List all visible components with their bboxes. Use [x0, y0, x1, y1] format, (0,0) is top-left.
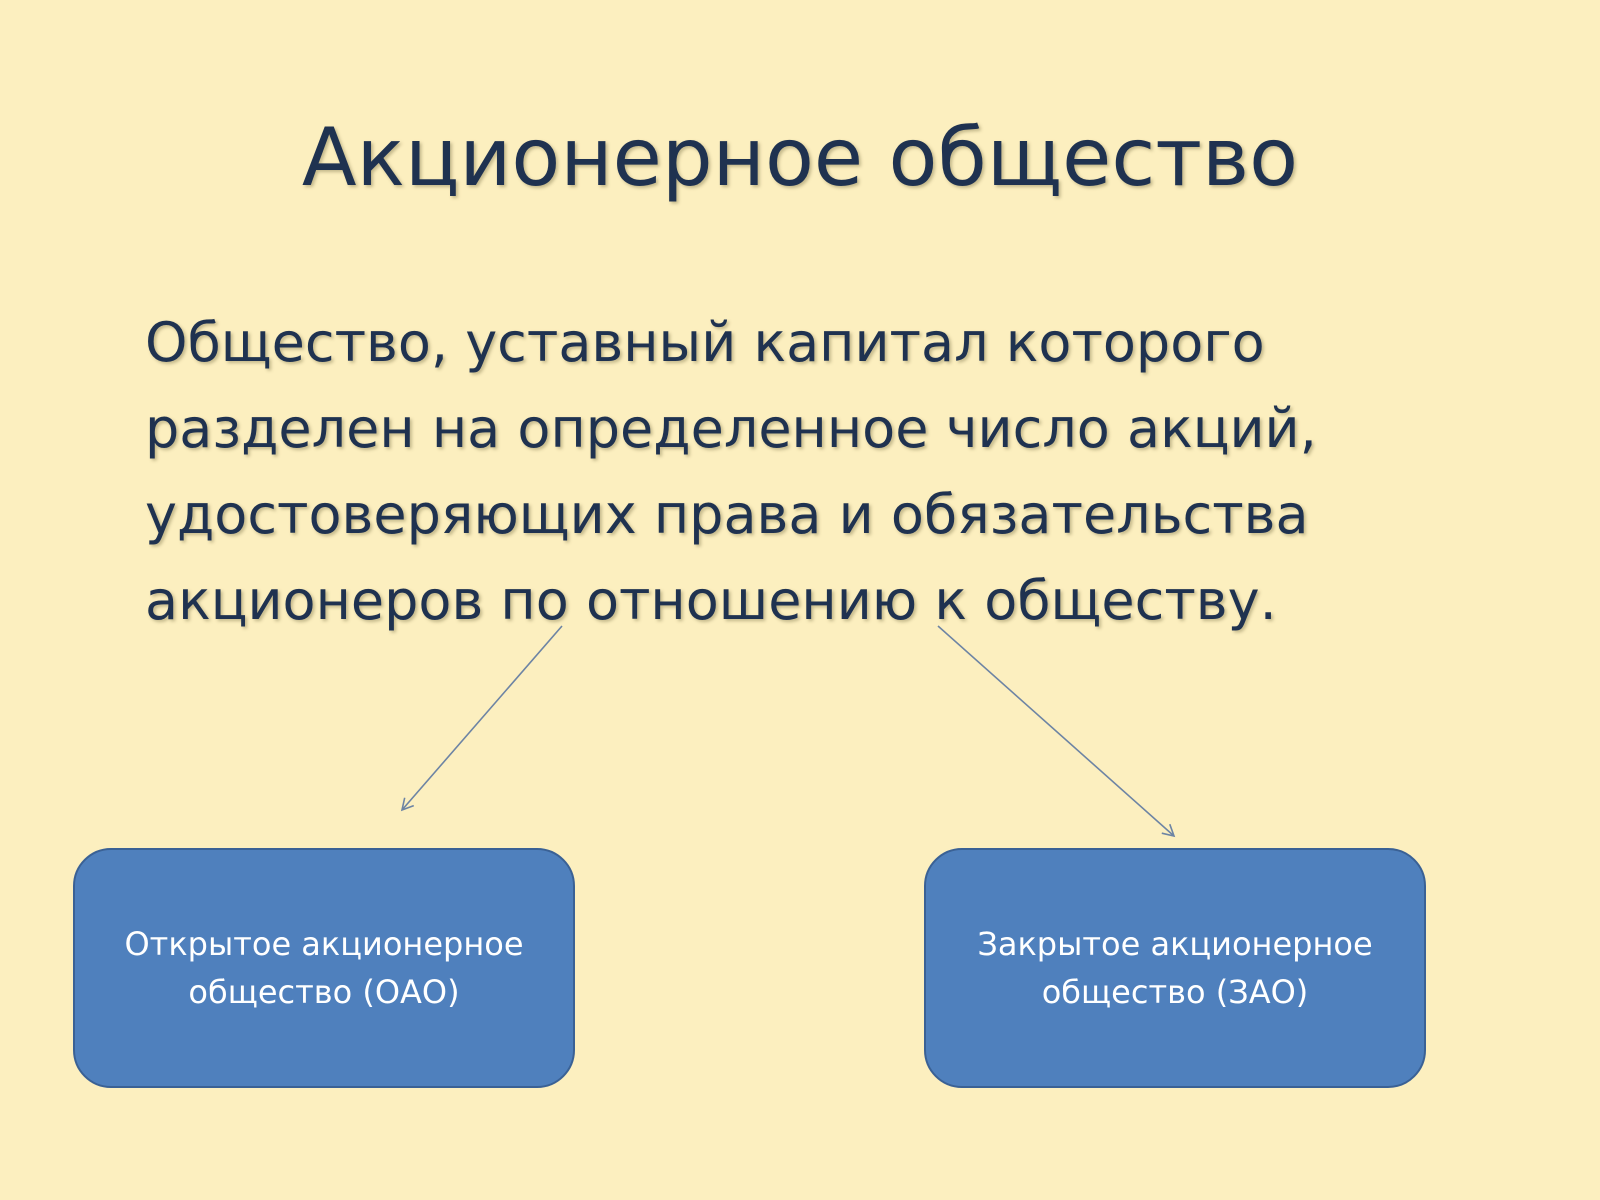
arrow-to-closed-company	[938, 626, 1174, 836]
definition-text: Общество, уставный капитал которого разделен на определенное число акций, удостоверяющих права и обязательства акционеров по отношению к обществу.	[145, 311, 1317, 632]
open-joint-stock-company-box: Открытое акционерное общество (ОАО)	[73, 848, 575, 1088]
closed-joint-stock-company-box: Закрытое акционерное общество (ЗАО)	[924, 848, 1426, 1088]
slide-title: Акционерное общество	[301, 111, 1299, 204]
arrow-to-open-company	[402, 626, 562, 810]
